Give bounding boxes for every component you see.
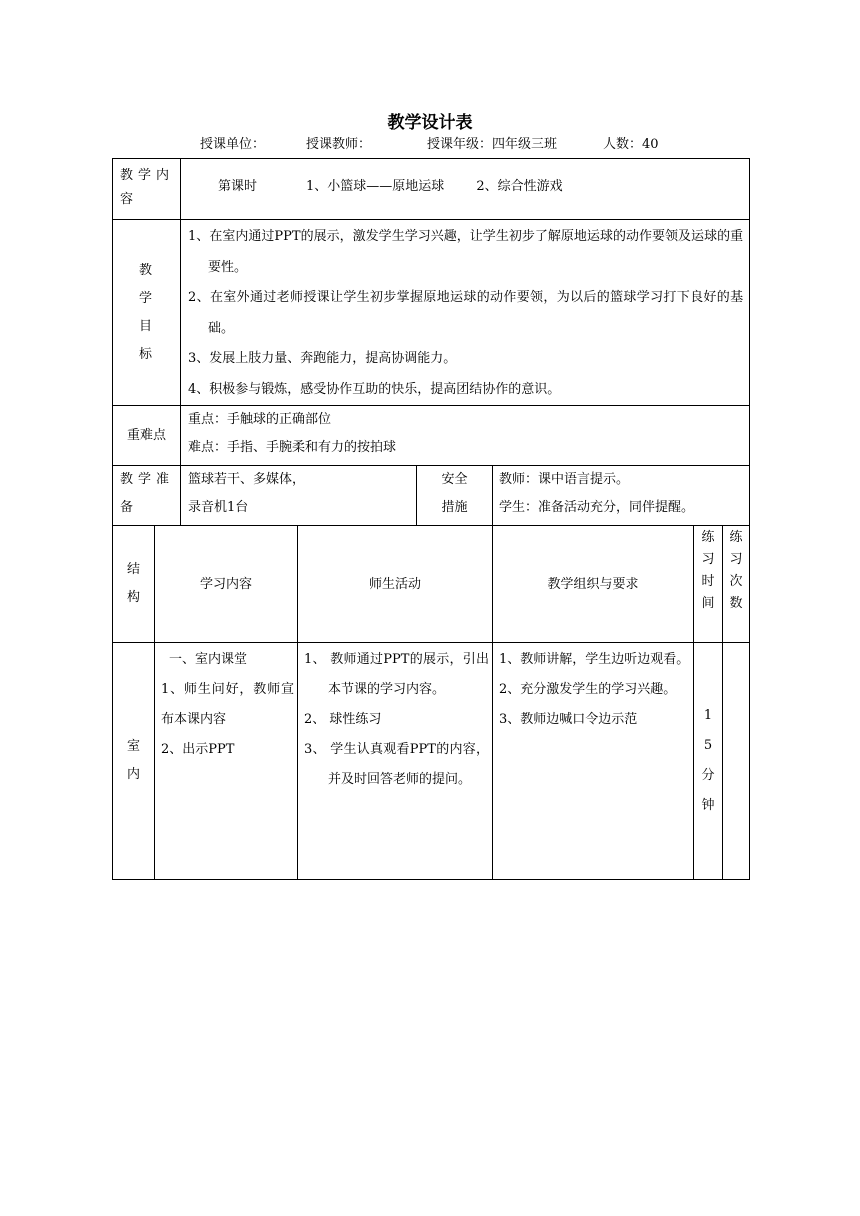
header-time — [694, 526, 723, 643]
content-item-1: 1、小篮球——原地运球 — [306, 179, 445, 194]
safety-label — [417, 466, 493, 526]
meta-line — [0, 133, 860, 153]
row-content-line: 1、师生问好，教师宣布本课内容 — [161, 682, 295, 727]
row-structure — [113, 643, 155, 880]
content-label — [113, 159, 181, 220]
row-organization — [493, 643, 694, 880]
header-time-char: 习 — [701, 552, 715, 567]
header-activity: 师生活动 — [298, 526, 493, 643]
row-organization-line: 2、充分激发学生的学习兴趣。 — [499, 682, 677, 697]
header-organization: 教学组织与要求 — [493, 526, 694, 643]
prep-cell — [181, 466, 417, 526]
content-label-text: 教学内容 — [120, 168, 175, 207]
row-structure-char: 室 — [126, 739, 140, 754]
content-item-2: 2、综合性游戏 — [476, 179, 563, 194]
keypoints-label: 重难点 — [113, 406, 181, 466]
meta-teacher: 授课教师： — [306, 137, 372, 152]
goal-item-2: 2、在室外通过老师授课让学生初步掌握原地运球的动作要领，为以后的篮球学习打下良好的基础。 — [188, 290, 744, 336]
header-structure-char: 构 — [126, 590, 140, 605]
goal-item-1: 1、在室内通过PPT的展示，激发学生学习兴趣，让学生初步了解原地运球的动作要领及运球的重要性。 — [188, 229, 744, 275]
lesson-table — [112, 158, 750, 880]
goal-item-3: 3、发展上肢力量、奔跑能力，提高协调能力。 — [188, 351, 457, 366]
keypoints-cell — [181, 406, 750, 466]
row-time-char: 钟 — [701, 798, 715, 813]
header-time-char: 练 — [701, 530, 715, 545]
safety-label-text: 安全措施 — [441, 472, 468, 515]
goals-label — [113, 220, 181, 406]
goals-cell — [181, 220, 750, 406]
row-activity-line: 1、 教师通过PPT的展示，引出本节课的学习内容。 — [304, 652, 490, 697]
indoor-row — [113, 643, 750, 880]
header-structure-char: 结 — [126, 562, 140, 577]
header-times-char: 习 — [729, 552, 743, 567]
goal-item-4: 4、积极参与锻炼，感受协作互助的快乐，提高团结协作的意识。 — [188, 381, 561, 397]
row-structure-char: 内 — [126, 767, 140, 782]
row-content-line: 一、室内课堂 — [169, 652, 248, 667]
content-row — [113, 159, 750, 220]
row-content — [155, 643, 298, 880]
row-time-char: 5 — [703, 738, 713, 753]
safety-teacher: 教师：课中语言提示。 — [499, 472, 630, 487]
row-activity-line: 3、 学生认真观看PPT的内容，并及时回答老师的提问。 — [304, 742, 490, 787]
difficult-point: 难点：手指、手腕柔和有力的按拍球 — [188, 440, 397, 455]
goals-row — [113, 220, 750, 406]
header-times-char: 次 — [729, 574, 743, 589]
row-time-char: 1 — [703, 708, 713, 723]
header-time-char: 时 — [701, 574, 715, 589]
row-content-line: 2、出示PPT — [161, 742, 235, 757]
content-cell — [181, 159, 750, 220]
document-title: 教学设计表 — [387, 113, 473, 133]
row-times — [723, 643, 750, 880]
key-point: 重点：手触球的正确部位 — [188, 412, 332, 427]
prep-line-2: 录音机1台 — [188, 500, 249, 515]
safety-cell — [493, 466, 750, 526]
header-times-char: 数 — [729, 596, 743, 611]
meta-unit: 授课单位： — [200, 137, 266, 152]
row-activity-line: 2、 球性练习 — [304, 712, 382, 727]
row-time — [694, 643, 723, 880]
row-time-char: 分 — [701, 768, 715, 783]
row-activity — [298, 643, 493, 880]
lesson-number: 第课时 — [218, 179, 258, 194]
row-organization-line: 3、教师边喊口令边示范 — [499, 712, 638, 727]
goals-label-text: 教学目标 — [138, 262, 164, 362]
meta-count: 人数：40 — [603, 137, 659, 152]
prep-row — [113, 466, 750, 526]
prep-label: 教学准备 — [113, 466, 181, 526]
header-content: 学习内容 — [155, 526, 298, 643]
header-time-char: 间 — [701, 596, 715, 611]
structure-header-row — [113, 526, 750, 643]
header-structure — [113, 526, 155, 643]
safety-student: 学生：准备活动充分，同伴提醒。 — [499, 500, 695, 515]
keypoints-row — [113, 406, 750, 466]
row-organization-line: 1、教师讲解，学生边听边观看。 — [499, 652, 690, 667]
prep-line-1: 篮球若干、多媒体， — [188, 472, 306, 487]
meta-grade: 授课年级：四年级三班 — [427, 137, 558, 152]
header-times-char: 练 — [729, 530, 743, 545]
header-times — [723, 526, 750, 643]
